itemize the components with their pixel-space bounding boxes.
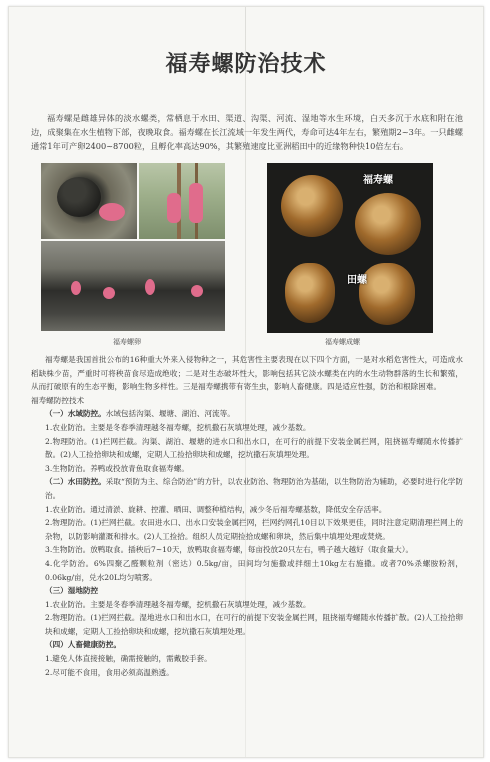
section-water-item: 3.生物防治。养鸭或投放青鱼取食福寿螺。: [45, 463, 189, 473]
egg-cluster: [103, 287, 115, 299]
egg-cluster: [145, 279, 155, 295]
section-paddy-item: 1.农业防治。通过清淤、旋耕、控灌、晒田、调整种植结构，减少冬后福寿螺基数，降低安全存活率。: [45, 504, 387, 514]
intro-paragraph: 福寿螺是雌雄异体的淡水螺类，常栖息于水田、渠道、沟渠、河流、湿地等水生环境，白天多沉于水底和附在池边，成聚集在水生植物下部，夜晚取食。福寿螺在长江流域一年发生两代，寿命可达4年左右，繁殖期2~3年。一只雌螺通常1年可产卵2400~8700粒，且孵化率高达90%，其繁殖速度比亚洲稻田中的近缘物种快10倍左右。: [31, 113, 463, 152]
section-wetland-item: 1.农业防治。主要是冬春季清理越冬福寿螺，挖机撒石灰填埋处理，减少基数。: [45, 599, 311, 609]
tian-snail-shell: [359, 263, 415, 325]
body-section: [31, 353, 463, 679]
section-health-title: （四）人畜健康防控。: [45, 640, 121, 650]
fushou-snail-shell: [355, 193, 421, 255]
photo-snail-closeup: [41, 163, 137, 239]
label-fushou: 福寿螺: [363, 175, 393, 186]
section-water-item: 1.农业防治。主要是冬春季清理越冬福寿螺，挖机撒石灰填埋处理，减少基数。: [45, 422, 311, 432]
photo-egg-stems: [139, 163, 225, 239]
snail-shape: [57, 177, 101, 217]
photo-snail-comparison: [267, 163, 433, 333]
paragraph-harm: 福寿螺是我国首批公布的16种重大外来入侵物种之一，其危害性主要表现在以下四个方面，一是对水稻危害性大，可造成水稻缺株少苗，严重时可将秧苗食尽造成绝收；二是对生态破坏性大，影响包括其它淡水螺类在内的水生动物群落的生长和繁殖，从而打破原有的生态平衡，影响生物多样性。三是福寿螺携带有寄生虫，影响人畜健康。四是适应性强，防治和根除困难。: [31, 355, 463, 392]
egg-cluster: [99, 203, 125, 221]
section-water-title: （一）水域防控。水域包括沟渠、堰塘、湖泊、河流等。: [45, 409, 235, 419]
section-paddy-item: 2.物理防治。(1)拦网拦截。农田进水口、出水口安装金属拦网，拦网约网孔10目以下效果更佳，同时注意定期清理拦网上的杂物，以防影响灌溉和排水。(2)人工捡拾。组织人员定期捡拾成螺和卵块，然后集中填埋处理或焚烧。: [45, 518, 463, 541]
heading-control: 福寿螺防控技术: [31, 395, 85, 405]
caption-eggs: 福寿螺卵: [113, 338, 141, 346]
fushou-snail-shell: [281, 175, 343, 237]
section-paddy-title: （二）水田防控。采取“预防为主、综合防治”的方针，以农业防治、物理防治为基础，以生物防治为辅助，必要时进行化学防治。: [45, 477, 463, 500]
egg-cluster: [71, 281, 81, 295]
page-title: 福寿螺防治技术: [165, 51, 327, 77]
caption-adults: 福寿螺成螺: [325, 338, 360, 346]
section-water-item: 2.物理防治。(1)拦网拦截。沟渠、湖泊、堰塘的进水口和出水口，在可行的前提下安装金属拦网，阻挠福寿螺随水传播扩散。(2)人工捡拾卵块和成螺，定期人工捡拾卵块和成螺，挖坑撒石灰填埋处理。: [45, 436, 463, 460]
section-paddy-item: 3.生物防治。放鸭取食。插秧后7~10天，放鸭取食福寿螺，每亩投放20只左右，鸭子越大越好（取食量大）。: [45, 545, 414, 555]
document-page: [8, 6, 484, 758]
tian-snail-shell: [285, 263, 335, 323]
section-wetland-title: （三）湿地防控: [45, 586, 99, 596]
egg-cluster: [189, 183, 203, 223]
egg-cluster: [191, 285, 203, 297]
photo-egg-wall: [41, 241, 225, 331]
section-paddy-item: 4.化学防治。6%四聚乙醛颗粒剂（密达）0.5kg/亩，田间均匀施撒或拌细土10kg左右施撒。或者70%杀螺胺粉剂，0.06kg/亩，兑水20L均匀喷雾。: [45, 558, 463, 582]
egg-cluster: [167, 193, 181, 223]
section-health-item: 1.避免人体直接接触，确需接触的，需戴胶手套。: [45, 654, 212, 664]
section-health-item: 2.尽可能不食用，食用必须高温熟透。: [45, 667, 174, 677]
section-wetland-item: 2.物理防治。(1)拦网拦截。湿地进水口和出水口，在可行的前提下安装金属拦网，阻挠福寿螺随水传播扩散。(2)人工捡拾卵块和成螺，定期人工捡拾卵块和成螺，挖坑撒石灰填埋处理。: [45, 613, 463, 636]
label-tian: 田螺: [347, 275, 367, 286]
